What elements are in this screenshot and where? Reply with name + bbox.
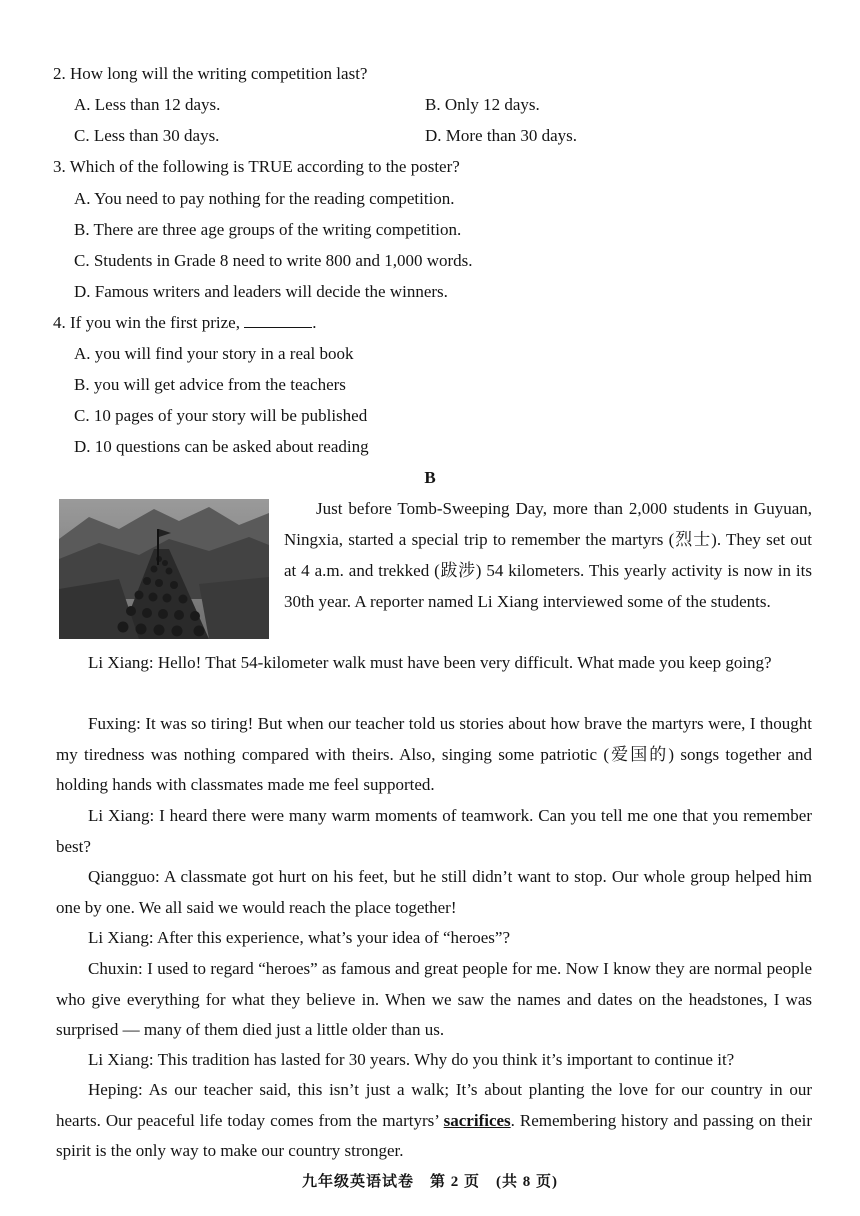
question-2-option-b: B. Only 12 days. (425, 95, 540, 114)
question-4-stem-end: . (312, 313, 317, 332)
interview-paragraph-2: Fuxing: It was so tiring! But when our teacher told us stories about how brave the martyrs were, I thought my tiredness was nothing compared with theirs. Also, singing some patriotic (爱国的) songs together and holding hands with classmates made me feel supported. (56, 714, 812, 794)
page-footer: 九年级英语试卷 第 2 页 (共 8 页) (302, 1174, 558, 1190)
keyword-sacrifices: sacrifices (443, 1110, 511, 1130)
question-3-option-d: D. Famous writers and leaders will decide the winners. (74, 282, 448, 301)
question-4-option-c: C. 10 pages of your story will be published (74, 406, 368, 425)
interview-paragraph-3: Li Xiang: I heard there were many warm moments of teamwork. Can you tell me one that you remember best? (56, 806, 812, 856)
section-b-intro: Just before Tomb-Sweeping Day, more than 2,000 students in Guyuan, Ningxia, started a special trip to remember the martyrs (烈士). They set out at 4 a.m. and trekked (跋涉) 54 kilometers. This yearly activity is now in its 30th year. A reporter named Li Xiang interviewed some of the students. (284, 499, 812, 611)
question-4-option-d: D. 10 questions can be asked about reading (74, 437, 369, 456)
interview-paragraph-5: Li Xiang: After this experience, what’s your idea of “heroes”? (88, 928, 511, 947)
interview-paragraph-7: Li Xiang: This tradition has lasted for 30 years. Why do you think it’s important to continue it? (88, 1050, 735, 1069)
interview-paragraph-4: Qiangguo: A classmate got hurt on his feet, but he still didn’t want to stop. Our whole group helped him one by one. We all said we would reach the place together! (56, 867, 812, 917)
section-b-title: B (424, 468, 436, 487)
question-3-stem: 3. Which of the following is TRUE according to the poster? (53, 157, 460, 176)
interview-paragraph-6: Chuxin: I used to regard “heroes” as famous and great people for me. Now I know they are normal people who give everything for what they believe in. When we saw the names and dates on the headstones, I was surprised — many of them died just a little older than us. (56, 959, 812, 1039)
question-2-stem: 2. How long will the writing competition last? (53, 64, 368, 83)
answer-blank (244, 313, 312, 328)
question-4-option-a: A. you will find your story in a real book (74, 344, 354, 363)
question-4-stem (53, 312, 316, 334)
martyrs-march-photo (59, 499, 269, 639)
interview-paragraph-8 (56, 1075, 812, 1167)
question-2-option-d: D. More than 30 days. (425, 126, 578, 145)
interview-paragraph-1: Li Xiang: Hello! That 54-kilometer walk must have been very difficult. What made you keep going? (88, 653, 772, 672)
paragraph-8-after: . Remembering history and passing on their spirit is the only way to make our country stronger. (56, 1110, 813, 1160)
question-2-option-c: C. Less than 30 days. (74, 126, 220, 145)
question-2-option-a: A. Less than 12 days. (74, 95, 221, 114)
question-4-stem-text: 4. If you win the first prize, (53, 313, 240, 332)
question-3-option-c: C. Students in Grade 8 need to write 800 and 1,000 words. (74, 251, 473, 270)
paragraph-8-before: Heping: As our teacher said, this isn’t just a walk; It’s about planting the love for our country in our hearts. Our peaceful life today comes from the martyrs’ (56, 1080, 812, 1130)
question-3-option-b: B. There are three age groups of the writing competition. (74, 220, 462, 239)
question-3-option-a: A. You need to pay nothing for the reading competition. (74, 189, 455, 208)
question-4-option-b: B. you will get advice from the teachers (74, 375, 346, 394)
